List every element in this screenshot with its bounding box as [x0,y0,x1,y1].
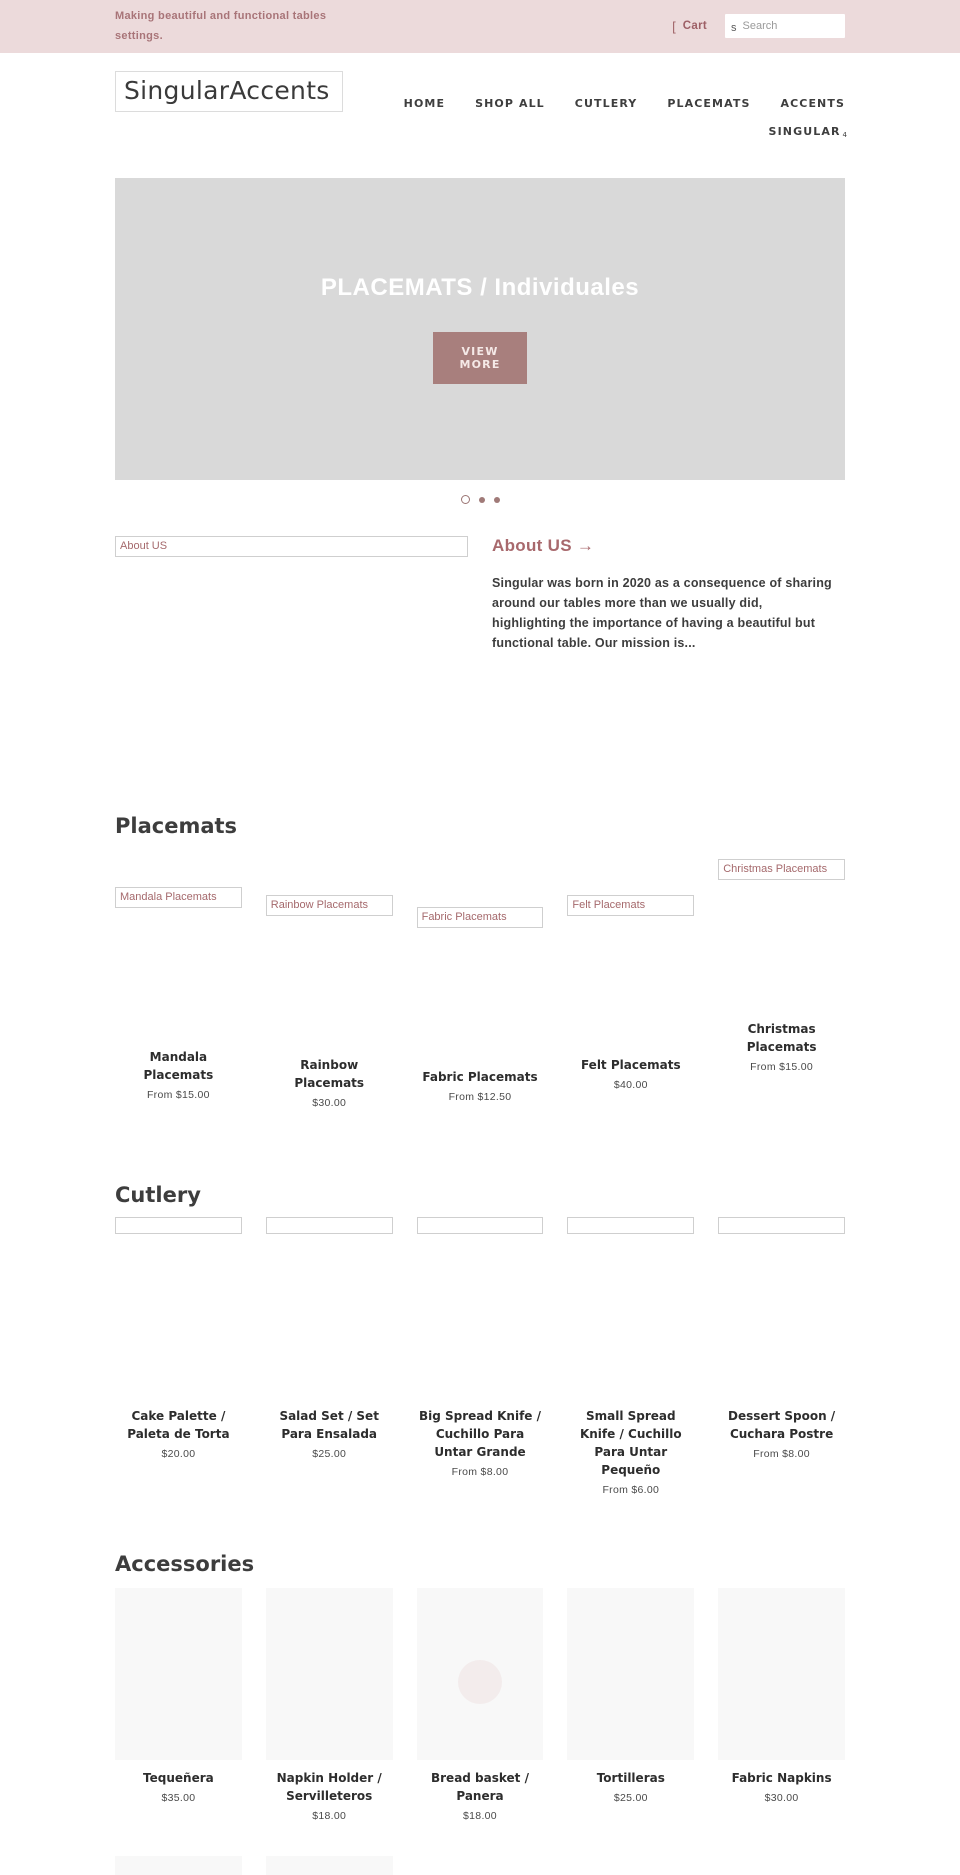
product-name: Cake Palette / Paleta de Torta [127,1408,230,1441]
product-card[interactable] [115,1856,242,1875]
product-image [417,1588,544,1760]
site-header [0,53,960,178]
product-card[interactable] [266,1856,393,1875]
carousel-dot-1[interactable] [461,495,470,504]
product-card[interactable] [266,1217,393,1496]
site-logo[interactable]: SingularAccents [115,71,343,112]
product-card[interactable] [718,1588,845,1822]
product-price: $20.00 [161,1447,196,1460]
product-price: $25.00 [312,1447,347,1460]
product-name: Bread basket / Panera [430,1770,529,1803]
nav-item-singular[interactable] [769,125,845,138]
accessories-row-2 [115,1856,845,1875]
product-price: From $8.00 [753,1447,810,1460]
product-name: Tortilleras [596,1770,665,1785]
product-price: $18.00 [463,1809,497,1822]
product-price: From $6.00 [602,1483,660,1496]
product-card[interactable] [115,859,242,1109]
carousel-dot-2[interactable] [479,497,485,503]
product-image-alt: Fabric Placemats [417,907,544,928]
product-image [567,1588,694,1760]
nav-singular-label: SINGULAR [768,124,841,138]
product-card[interactable] [718,1217,845,1496]
nav-item-placemats[interactable]: PLACEMATS [667,96,751,110]
product-card[interactable] [567,1588,694,1822]
product-image-placeholder [718,1217,845,1234]
search-icon: s [731,22,737,35]
product-name: Fabric Napkins [731,1770,832,1785]
product-name: Fabric Placemats [422,1069,538,1084]
search-box[interactable] [725,14,845,38]
product-name: Big Spread Knife / Cuchillo Para Untar Grande [418,1408,542,1459]
product-card[interactable] [417,1588,544,1822]
section-title-accessories: Accessories [115,1551,255,1576]
product-image [266,1588,393,1760]
nav-item-cutlery[interactable]: CUTLERY [574,96,638,110]
hero-title: PLACEMATS / Individuales [320,273,640,301]
product-name: Christmas Placemats [746,1021,817,1054]
announcement-text: Making beautiful and functional tables settings. [115,10,327,43]
nav-item-shop-all[interactable]: SHOP ALL [475,96,545,110]
about-body-text: Singular was born in 2020 as a consequence of sharing around our tables more than we usually did, highlighting the importance of having a beautiful but functional table. Our mission is... [492,575,832,651]
cart-label: Cart [682,20,707,33]
product-name: Rainbow Placemats [294,1057,365,1090]
main-nav [404,97,845,140]
cart-icon: [ [672,18,676,34]
product-image-placeholder [266,1217,393,1234]
cutlery-section [115,1183,845,1496]
section-title-cutlery: Cutlery [115,1182,201,1207]
product-card[interactable] [567,859,694,1109]
product-image-placeholder [115,1217,242,1234]
view-more-button[interactable]: VIEW MORE [433,332,527,384]
about-heading-link[interactable]: About US → [492,535,595,555]
product-price: $40.00 [613,1078,648,1091]
product-image-placeholder [567,1217,694,1234]
product-image [718,1588,845,1760]
carousel-dot-3[interactable] [494,497,500,503]
product-price: From $15.00 [146,1088,210,1101]
product-price: $35.00 [161,1791,196,1804]
product-price: From $8.00 [451,1465,509,1478]
placemats-section [115,814,845,1109]
about-section [115,536,845,654]
product-price: $30.00 [764,1791,799,1804]
product-image-alt: Rainbow Placemats [266,895,393,916]
product-price: $25.00 [613,1791,648,1804]
about-image-alt: About US [115,536,468,557]
carousel-dots [115,494,845,506]
chevron-down-icon: 4 [842,130,847,139]
about-content [492,536,845,654]
product-name: Tequeñera [143,1770,214,1785]
product-price: From $15.00 [750,1060,814,1073]
product-name: Dessert Spoon / Cuchara Postre [728,1408,836,1441]
search-input[interactable] [743,20,829,32]
product-image-placeholder [417,1217,544,1234]
product-card[interactable] [115,1217,242,1496]
product-card[interactable] [567,1217,694,1496]
product-card[interactable] [417,859,544,1109]
nav-item-home[interactable]: HOME [403,96,446,110]
product-image [266,1856,393,1875]
product-price: $30.00 [312,1096,347,1109]
product-image-alt: Christmas Placemats [718,859,845,880]
product-image-alt: Felt Placemats [567,895,694,916]
product-card[interactable] [115,1588,242,1822]
product-name: Salad Set / Set Para Ensalada [279,1408,379,1441]
product-card[interactable] [266,1588,393,1822]
product-image-alt: Mandala Placemats [115,887,242,908]
hero-slide [115,178,845,480]
product-name: Mandala Placemats [143,1049,214,1082]
product-price: $18.00 [312,1809,347,1822]
cart-button[interactable] [672,19,707,34]
product-price: From $12.50 [448,1090,512,1103]
product-image [115,1588,242,1760]
product-name: Felt Placemats [580,1057,681,1072]
product-name: Small Spread Knife / Cuchillo Para Untar Pequeño [579,1408,682,1477]
announcement-bar [0,0,960,53]
accessories-section [115,1552,845,1875]
product-card[interactable] [266,859,393,1109]
product-name: Napkin Holder / Servilleteros [276,1770,382,1803]
product-card[interactable] [718,859,845,1109]
section-title-placemats: Placemats [115,813,238,838]
about-image [115,536,468,654]
nav-item-accents[interactable]: ACCENTS [780,96,845,110]
product-image [115,1856,242,1875]
product-card[interactable] [417,1217,544,1496]
